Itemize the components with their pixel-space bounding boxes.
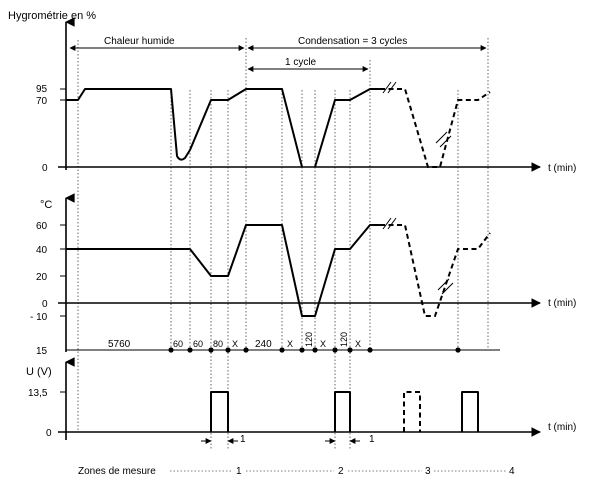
temp-tick-15: 15 bbox=[36, 346, 48, 357]
zone-3: 3 bbox=[425, 466, 431, 477]
humidity-curve-projected bbox=[380, 89, 490, 167]
duration-240: 240 bbox=[255, 339, 272, 350]
duration-x3: X bbox=[320, 339, 327, 349]
voltage-pulse-4 bbox=[462, 392, 478, 432]
cycle-label: 1 cycle bbox=[285, 57, 317, 68]
duration-x2: X bbox=[287, 339, 294, 349]
duration-120b: 120 bbox=[339, 331, 349, 347]
zone-2: 2 bbox=[338, 466, 344, 477]
duration-5760: 5760 bbox=[108, 339, 131, 350]
pulse-width-2: 1 bbox=[369, 434, 375, 445]
zone-4: 4 bbox=[509, 466, 515, 477]
measurement-zones bbox=[78, 466, 515, 477]
guide-lines bbox=[78, 38, 488, 450]
duration-x4: X bbox=[355, 339, 362, 349]
zones-label: Zones de mesure bbox=[78, 466, 156, 477]
condensation-phase-label: Condensation = 3 cycles bbox=[298, 36, 408, 47]
voltage-pulses bbox=[211, 392, 478, 432]
temp-tick-minus10: - 10 bbox=[30, 312, 48, 323]
temp-tick-60: 60 bbox=[36, 221, 48, 232]
zone-1: 1 bbox=[236, 466, 242, 477]
voltage-pulse-3 bbox=[404, 392, 420, 432]
duration-x1: X bbox=[232, 339, 239, 349]
humidity-tick-95: 95 bbox=[36, 84, 48, 95]
humidity-tick-70: 70 bbox=[36, 96, 48, 107]
duration-60a: 60 bbox=[173, 339, 184, 349]
humidity-curve bbox=[66, 89, 380, 167]
voltage-pulse-1 bbox=[211, 392, 228, 432]
voltage-chart bbox=[26, 362, 576, 445]
voltage-x-label: t (min) bbox=[548, 422, 577, 433]
voltage-tick-13-5: 13,5 bbox=[28, 388, 48, 399]
duration-60b: 60 bbox=[193, 339, 204, 349]
voltage-axis-label: U (V) bbox=[26, 366, 52, 378]
duration-80: 80 bbox=[213, 339, 224, 349]
duration-120a: 120 bbox=[304, 331, 314, 347]
temp-tick-40: 40 bbox=[36, 245, 48, 256]
temp-tick-20: 20 bbox=[36, 272, 48, 283]
humidity-tick-0: 0 bbox=[42, 163, 48, 174]
temp-tick-0: 0 bbox=[42, 299, 48, 310]
humidity-x-label: t (min) bbox=[548, 163, 577, 174]
voltage-tick-0: 0 bbox=[46, 428, 52, 439]
temperature-axis-label: °C bbox=[40, 199, 53, 211]
temperature-chart bbox=[30, 198, 576, 357]
damp-heat-phase-label: Chaleur humide bbox=[104, 36, 175, 47]
pulse-width-1: 1 bbox=[240, 434, 246, 445]
voltage-pulse-2 bbox=[335, 392, 350, 432]
temperature-x-label: t (min) bbox=[548, 298, 577, 309]
humidity-axis-label: Hygrométrie en % bbox=[8, 10, 97, 22]
humidity-chart bbox=[8, 10, 576, 174]
